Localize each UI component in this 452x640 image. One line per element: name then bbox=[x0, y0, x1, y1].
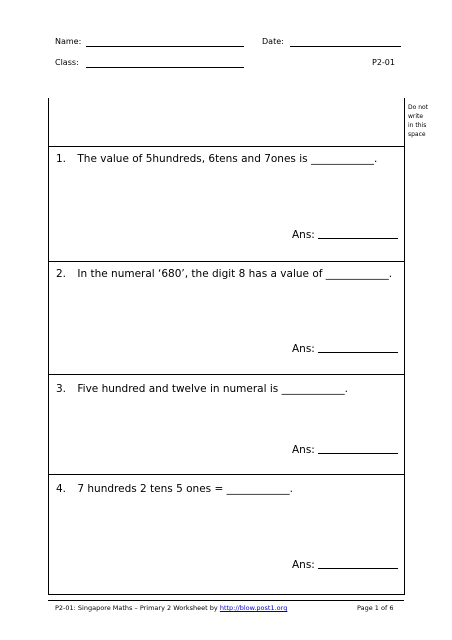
class-field-line[interactable] bbox=[86, 67, 244, 68]
question-number: 3. bbox=[56, 383, 67, 395]
side-note bbox=[408, 103, 428, 139]
answer-line[interactable] bbox=[318, 352, 398, 353]
question-text: In the numeral ‘680’, the digit 8 has a value of ____________. bbox=[77, 268, 393, 280]
answer-label: Ans: bbox=[292, 444, 315, 456]
class-label: Class: bbox=[55, 58, 79, 67]
answer-line[interactable] bbox=[318, 453, 398, 454]
question-2 bbox=[56, 268, 392, 280]
divider bbox=[48, 474, 404, 475]
answer-label: Ans: bbox=[292, 343, 315, 355]
name-label: Name: bbox=[55, 37, 82, 46]
answer-line[interactable] bbox=[318, 238, 398, 239]
question-3 bbox=[56, 383, 348, 395]
divider bbox=[48, 374, 404, 375]
question-text: The value of 5hundreds, 6tens and 7ones is ____________. bbox=[77, 153, 378, 165]
answer-3 bbox=[292, 444, 398, 456]
side-note-line: space bbox=[408, 131, 426, 138]
question-1 bbox=[56, 153, 377, 165]
side-note-line: in this bbox=[408, 122, 427, 129]
question-4 bbox=[56, 483, 293, 495]
footer-rule bbox=[48, 600, 404, 601]
divider bbox=[48, 146, 404, 147]
date-label: Date: bbox=[262, 37, 284, 46]
question-text: Five hundred and twelve in numeral is ____________. bbox=[77, 383, 348, 395]
answer-label: Ans: bbox=[292, 229, 315, 241]
footer-link[interactable]: http://blow.post1.org bbox=[219, 604, 288, 612]
question-number: 1. bbox=[56, 153, 67, 165]
divider bbox=[48, 261, 404, 262]
page-number: Page 1 of 6 bbox=[357, 604, 394, 612]
question-text: 7 hundreds 2 tens 5 ones = ____________. bbox=[77, 483, 293, 495]
footer-text: P2-01: Singapore Maths – Primary 2 Worksheet by bbox=[55, 604, 220, 612]
answer-1 bbox=[292, 229, 398, 241]
footer-left bbox=[55, 604, 287, 612]
side-note-line: Do not bbox=[408, 104, 429, 111]
name-field-line[interactable] bbox=[86, 46, 244, 47]
question-number: 4. bbox=[56, 483, 67, 495]
date-field-line[interactable] bbox=[290, 46, 401, 47]
answer-label: Ans: bbox=[292, 559, 315, 571]
answer-4 bbox=[292, 559, 398, 571]
worksheet-code: P2-01 bbox=[372, 58, 395, 67]
side-note-line: write bbox=[408, 113, 424, 120]
question-number: 2. bbox=[56, 268, 67, 280]
answer-line[interactable] bbox=[318, 568, 398, 569]
answer-2 bbox=[292, 343, 398, 355]
